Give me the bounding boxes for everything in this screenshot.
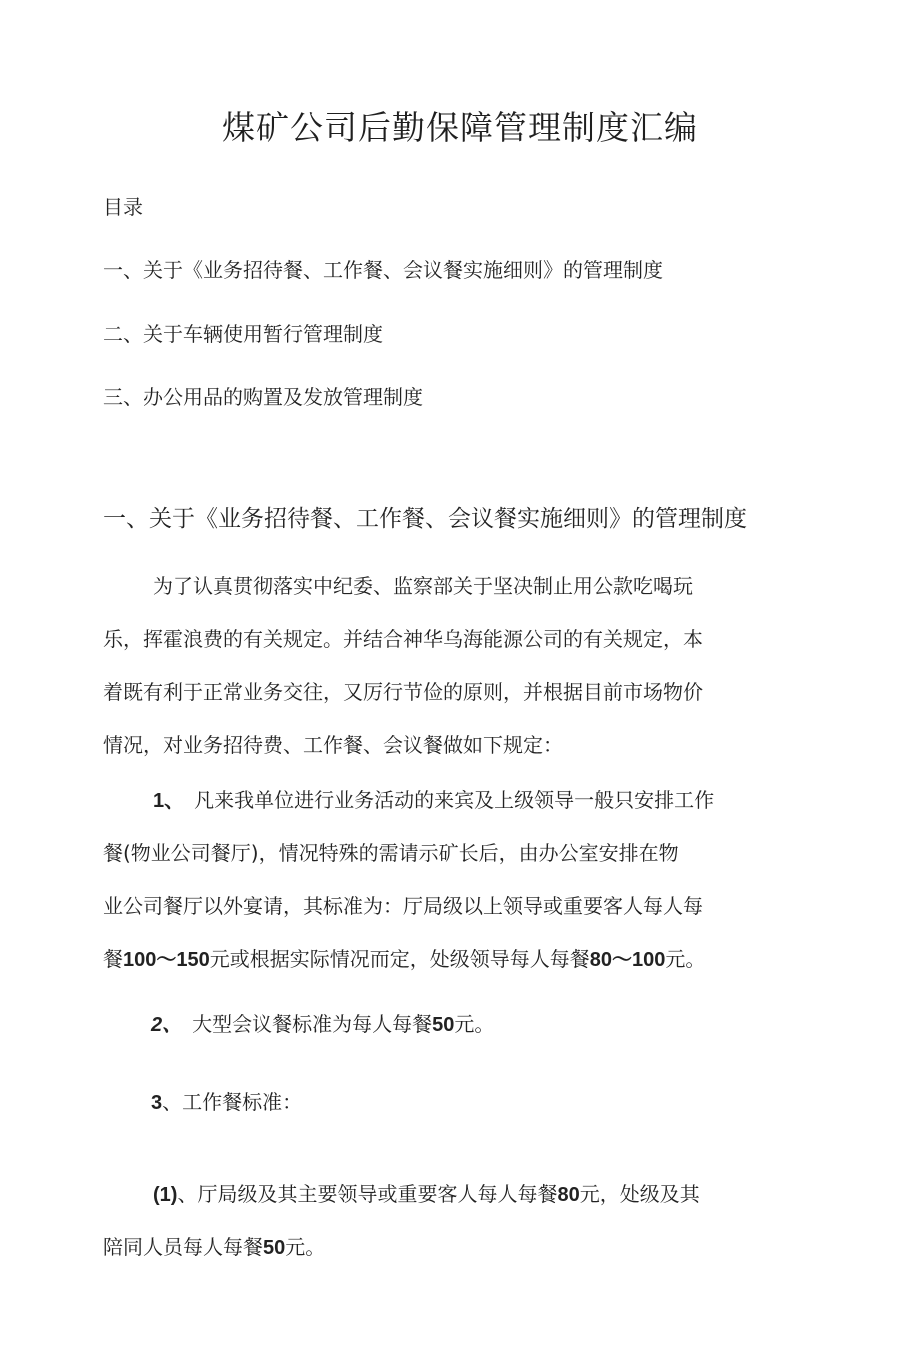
sub-item-1-text-a: 、厅局级及其主要领导或重要客人每人每餐	[177, 1182, 558, 1206]
item-1-text-4e: 元。	[665, 947, 706, 971]
item-3-number: 3	[151, 1092, 163, 1114]
sub-item-1-line-1	[153, 1180, 700, 1209]
sub-item-1-text-2a: 陪同人员每人每餐	[103, 1235, 263, 1259]
item-1-text-4a: 餐	[103, 947, 123, 971]
sub-item-1-number: (1)	[153, 1184, 178, 1206]
item-1-line-4	[103, 945, 705, 974]
intro-line-1: 为了认真贯彻落实中纪委、监察部关于坚决制止用公款吃喝玩	[153, 574, 693, 598]
item-1-line-3: 业公司餐厅以外宴请，其标准为：厅局级以上领导或重要客人每人每	[103, 894, 703, 918]
toc-heading: 目录	[103, 195, 143, 219]
item-3	[151, 1088, 302, 1117]
sub-item-1-text-2c: 元。	[285, 1235, 326, 1259]
toc-item-3: 三、办公用品的购置及发放管理制度	[103, 385, 423, 409]
item-3-text: 、工作餐标准：	[162, 1090, 303, 1114]
item-2-text-a: 大型会议餐标准为每人每餐	[192, 1012, 433, 1036]
item-2-text-c: 元。	[454, 1012, 495, 1036]
item-1-number: 1、	[153, 790, 185, 812]
sub-item-1-amount-1: 80	[557, 1184, 580, 1206]
item-1-line-1	[153, 786, 714, 815]
section-1-heading: 一、关于《业务招待餐、工作餐、会议餐实施细则》的管理制度	[103, 506, 747, 532]
intro-line-3: 着既有利于正常业务交往，又厉行节俭的原则，并根据目前市场物价	[103, 680, 703, 704]
item-2-number: 2、	[151, 1014, 183, 1036]
document-title: 煤矿公司后勤保障管理制度汇编	[222, 108, 698, 147]
intro-line-2: 乐，挥霍浪费的有关规定。并结合神华乌海能源公司的有关规定，本	[103, 627, 703, 651]
toc-item-2: 二、关于车辆使用暂行管理制度	[103, 322, 383, 346]
item-2-amount: 50	[432, 1014, 455, 1036]
item-1-amount-1: 100～150	[123, 949, 210, 971]
sub-item-1-text-c: 元，处级及其	[579, 1182, 700, 1206]
item-1-text-1: 凡来我单位进行业务活动的来宾及上级领导一般只安排工作	[194, 788, 715, 812]
item-1-line-2: 餐(物业公司餐厅)，情况特殊的需请示矿长后，由办公室安排在物	[103, 841, 679, 865]
intro-line-4: 情况，对业务招待费、工作餐、会议餐做如下规定：	[103, 733, 563, 757]
sub-item-1-amount-2: 50	[263, 1237, 286, 1259]
toc-item-1: 一、关于《业务招待餐、工作餐、会议餐实施细则》的管理制度	[103, 258, 663, 282]
sub-item-1-line-2	[103, 1233, 325, 1262]
item-1-text-4c: 元或根据实际情况而定，处级领导每人每餐	[209, 947, 590, 971]
item-1-amount-2: 80～100	[589, 949, 666, 971]
item-2	[151, 1010, 494, 1039]
